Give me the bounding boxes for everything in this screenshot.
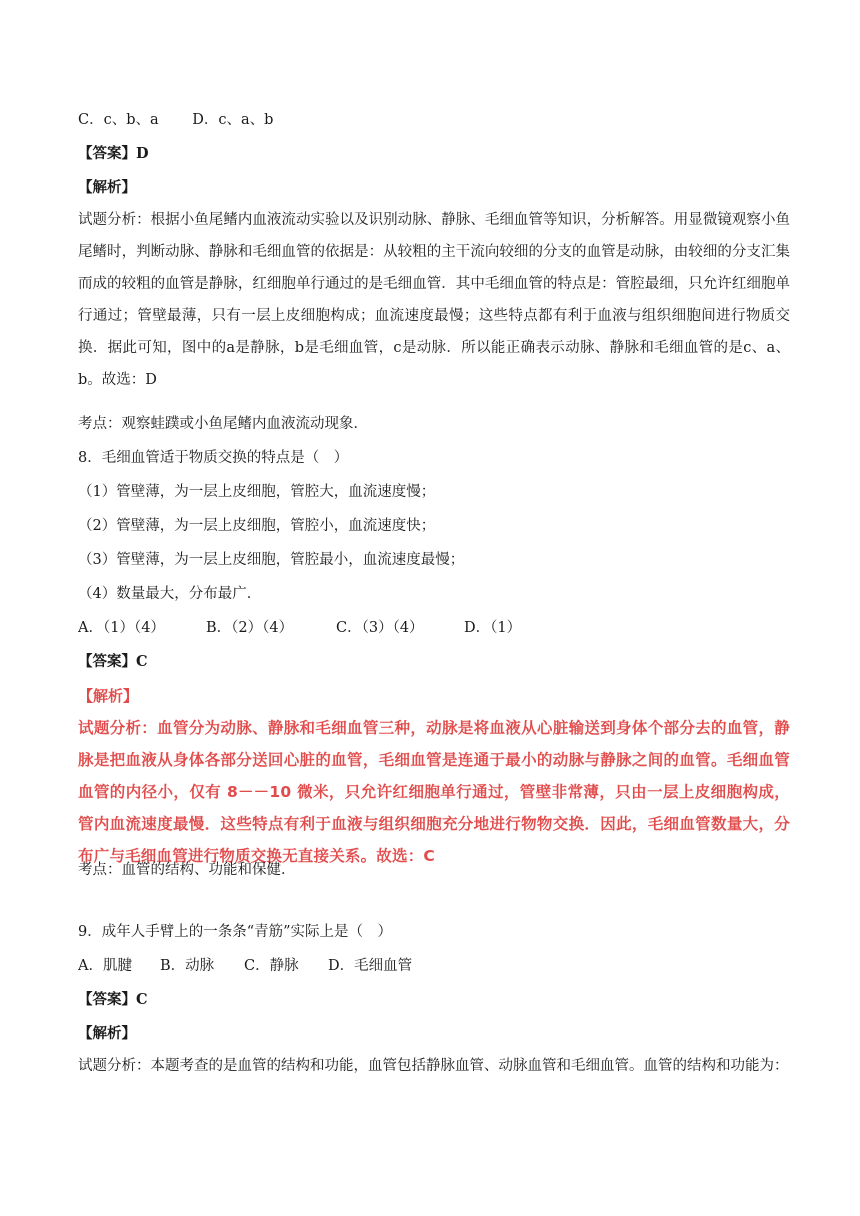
- q8-item-3: （3）管壁薄，为一层上皮细胞，管腔最小，血流速度最慢；: [78, 552, 465, 568]
- q7-options-cd: C．c、b、a D．c、a、b: [78, 112, 274, 128]
- q7-answer: 【答案】D: [78, 145, 149, 162]
- q8-option-a: A．（1）（4）: [78, 620, 165, 636]
- q9-option-a: A．肌腱: [78, 958, 132, 974]
- q7-analysis-label: 【解析】: [78, 179, 136, 196]
- q8-item-1: （1）管壁薄，为一层上皮细胞，管腔大，血流速度慢；: [78, 484, 436, 500]
- q7-kaodian: 考点：观察蛙蹼或小鱼尾鳍内血液流动现象．: [78, 416, 368, 432]
- q8-stem: 8．毛细血管适于物质交换的特点是（ ）: [78, 450, 349, 466]
- q9-analysis-label: 【解析】: [78, 1025, 136, 1042]
- q8-item-4: （4）数量最大，分布最广．: [78, 586, 262, 602]
- q8-option-d: D．（1）: [464, 620, 522, 636]
- q8-analysis-label: 【解析】: [78, 687, 139, 705]
- q8-kaodian: 考点：血管的结构、功能和保健．: [78, 862, 296, 878]
- q9-option-c: C．静脉: [244, 958, 299, 974]
- q7-analysis-text: 试题分析：根据小鱼尾鳍内血液流动实验以及识别动脉、静脉、毛细血管等知识，分析解答。用显微镜观察小鱼尾鳍时，判断动脉、静脉和毛细血管的依据是：从较粗的主干流向较细的分支的血管是动脉，由较细的分支汇集而成的较粗的血管是静脉，红细胞单行通过的是毛细血管．其中毛细血管的特点是：管腔最细，只允许红细胞单行通过；管壁最薄，只有一层上皮细胞构成；血流速度最慢；这些特点都有利于血液与组织细胞间进行物质交换．据此可知，图中的a是静脉，b是毛细血管，c是动脉．所以能正确表示动脉、静脉和毛细血管的是c、a、b。故选：D: [78, 212, 790, 388]
- q9-stem: 9．成年人手臂上的一条条“青筋”实际上是（ ）: [78, 924, 393, 940]
- q8-option-b: B．（2）（4）: [206, 620, 294, 636]
- q9-option-d: D．毛细血管: [328, 958, 413, 974]
- q9-answer: 【答案】C: [78, 991, 148, 1008]
- q8-answer: 【答案】C: [78, 653, 148, 670]
- q8-item-2: （2）管壁薄，为一层上皮细胞，管腔小，血流速度快；: [78, 518, 436, 534]
- q8-options: [78, 618, 788, 638]
- q9-analysis-text: 试题分析：本题考查的是血管的结构和功能，血管包括静脉血管、动脉血管和毛细血管。血管的结构和功能为：: [78, 1058, 789, 1074]
- q9-option-b: B．动脉: [160, 958, 215, 974]
- q8-option-c: C．（3）（4）: [336, 620, 424, 636]
- q8-analysis-text: 试题分析：血管分为动脉、静脉和毛细血管三种，动脉是将血液从心脏输送到身体个部分去的血管，静脉是把血液从身体各部分送回心脏的血管，毛细血管是连通于最小的动脉与静脉之间的血管。毛细血管血管的内径小，仅有 8－－10 微米，只允许红细胞单行通过，管壁非常薄，只由一层上皮细胞构成，管内血流速度最慢．这些特点有利于血液与组织细胞充分地进行物物交换．因此，毛细血管数量大，分布广与毛细血管进行物质交换无直接关系。故选：C: [78, 719, 790, 865]
- q9-options: [78, 956, 788, 976]
